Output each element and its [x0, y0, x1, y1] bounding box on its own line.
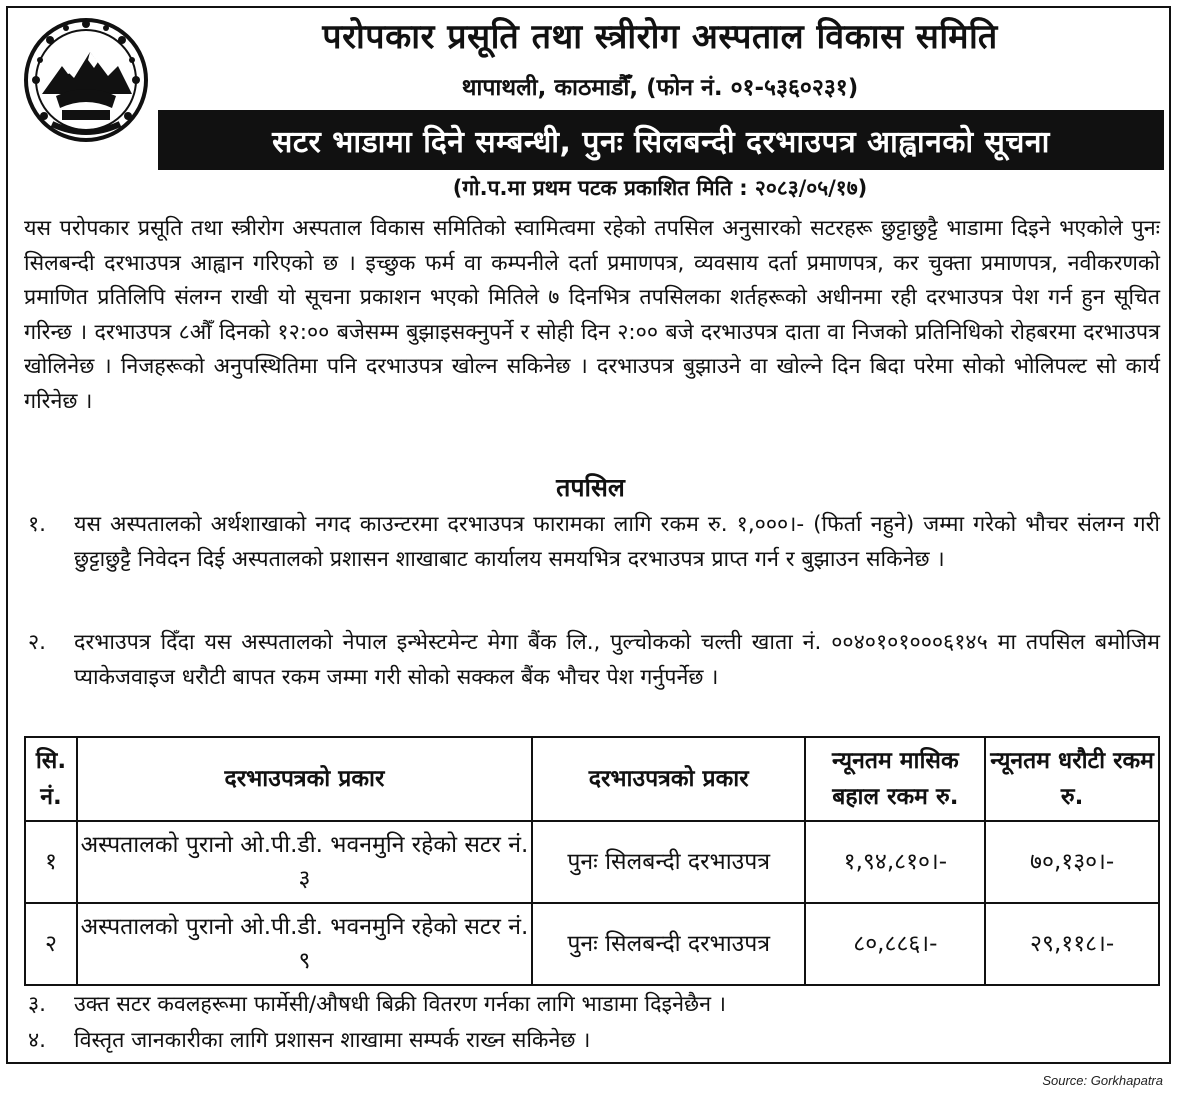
cell-min-deposit: ७०,१३०।-	[985, 821, 1159, 903]
list-item	[24, 1024, 1160, 1059]
cell-bid-type: पुनः सिलबन्दी दरभाउपत्र	[532, 821, 806, 903]
cell-description: अस्पतालको पुरानो ओ.पी.डी. भवनमुनि रहेको सटर नं. ३	[77, 821, 532, 903]
cell-serial: १	[25, 821, 77, 903]
publication-date-note: (गो.प.मा प्रथम पटक प्रकाशित मिति : २०८३/०५/१७)	[452, 176, 868, 200]
schedule-heading: तपसिल	[556, 473, 625, 502]
col-serial-header: सि. नं.	[25, 737, 77, 821]
list-item	[24, 626, 1160, 695]
shutter-table	[24, 736, 1160, 986]
table-row	[25, 821, 1159, 903]
table-header-row	[25, 737, 1159, 821]
col-min-deposit-header: न्यूनतम धरौटी रकम रु.	[985, 737, 1159, 821]
cell-min-rent: ८०,८८६।-	[805, 903, 985, 985]
intro-paragraph: यस परोपकार प्रसूति तथा स्त्रीरोग अस्पताल विकास समितिको स्वामित्वमा रहेको तपसिल अनुसारको सटरहरू छुट्टाछुट्टै भाडामा दिइने भएकोले पुनः सिलबन्दी दरभाउपत्र आह्वान गरिएको छ । इच्छुक फर्म वा कम्पनीले दर्ता प्रमाणपत्र, व्यवसाय दर्ता प्रमाणपत्र, कर चुक्ता प्रमाणपत्र, नवीकरणको प्रमाणित प्रतिलिपि संलग्न राखी यो सूचना प्रकाशन भएको मितिले ७ दिनभित्र तपसिलका शर्तहरूको अधीनमा रही दरभाउपत्र पेश गर्न हुन सूचित गरिन्छ । दरभाउपत्र ८औँ दिनको १२:०० बजेसम्म बुझाइसक्नुपर्ने र सोही दिन २:०० बजे दरभाउपत्र दाता वा निजको प्रतिनिधिको रोहबरमा दरभाउपत्र खोलिनेछ । निजहरूको अनुपस्थितिमा पनि दरभाउपत्र खोल्न सकिनेछ । दरभाउपत्र बुझाउने वा खोल्ने दिन बिदा परेमा सोको भोलिपल्ट सो कार्य गरिनेछ ।	[24, 216, 1160, 414]
cell-serial: २	[25, 903, 77, 985]
list-item-text: विस्तृत जानकारीका लागि प्रशासन शाखामा सम्पर्क राख्न सकिनेछ ।	[74, 1028, 591, 1053]
cell-min-deposit: २९,११८।-	[985, 903, 1159, 985]
list-item-number: १.	[28, 512, 47, 537]
cell-bid-type: पुनः सिलबन्दी दरभाउपत्र	[532, 903, 806, 985]
table-row	[25, 903, 1159, 985]
list-item-number: ३.	[28, 992, 47, 1017]
committee-title: परोपकार प्रसूति तथा स्त्रीरोग अस्पताल विकास समिति	[322, 17, 998, 57]
source-credit: Source: Gorkhapatra	[1042, 1073, 1163, 1088]
list-item-text: दरभाउपत्र दिँदा यस अस्पतालको नेपाल इन्भेस्टमेन्ट मेगा बैंक लि., पुल्चोकको चल्ती खाता नं. ००४०१०१०००६१४५ मा तपसिल बमोजिम प्याकेजवाइज धरौटी बापत रकम जम्मा गरी सोको सक्कल बैंक भौचर पेश गर्नुपर्नेछ ।	[74, 630, 1160, 690]
col-type-header-2: दरभाउपत्रको प्रकार	[532, 737, 806, 821]
list-item-number: २.	[28, 630, 47, 655]
list-item-text: उक्त सटर कवलहरूमा फार्मेसी/औषधी बिक्री वितरण गर्नका लागि भाडामा दिइनेछैन ।	[74, 992, 727, 1017]
nepal-government-emblem-icon	[22, 16, 150, 146]
list-item-number: ४.	[28, 1028, 47, 1053]
cell-min-rent: १,९४,८१०।-	[805, 821, 985, 903]
col-min-rent-header: न्यूनतम मासिक बहाल रकम रु.	[805, 737, 985, 821]
cell-description: अस्पतालको पुरानो ओ.पी.डी. भवनमुनि रहेको सटर नं. ९	[77, 903, 532, 985]
list-item	[24, 508, 1160, 577]
list-item	[24, 988, 1160, 1023]
col-type-header: दरभाउपत्रको प्रकार	[77, 737, 532, 821]
notice-banner: सटर भाडामा दिने सम्बन्धी, पुनः सिलबन्दी दरभाउपत्र आह्वानको सूचना	[158, 110, 1164, 170]
list-item-text: यस अस्पतालको अर्थशाखाको नगद काउन्टरमा दरभाउपत्र फारामका लागि रकम रु. १,०००।- (फिर्ता नहुने) जम्मा गरेको भौचर संलग्न गरी छुट्टाछुट्टै निवेदन दिई अस्पतालको प्रशासन शाखाबाट कार्यालय समयभित्र दरभाउपत्र प्राप्त गर्न र बुझाउन सकिनेछ ।	[74, 512, 1160, 572]
address-line: थापाथली, काठमाडौँ, (फोन नं. ०१-५३६०२३१)	[461, 75, 859, 101]
